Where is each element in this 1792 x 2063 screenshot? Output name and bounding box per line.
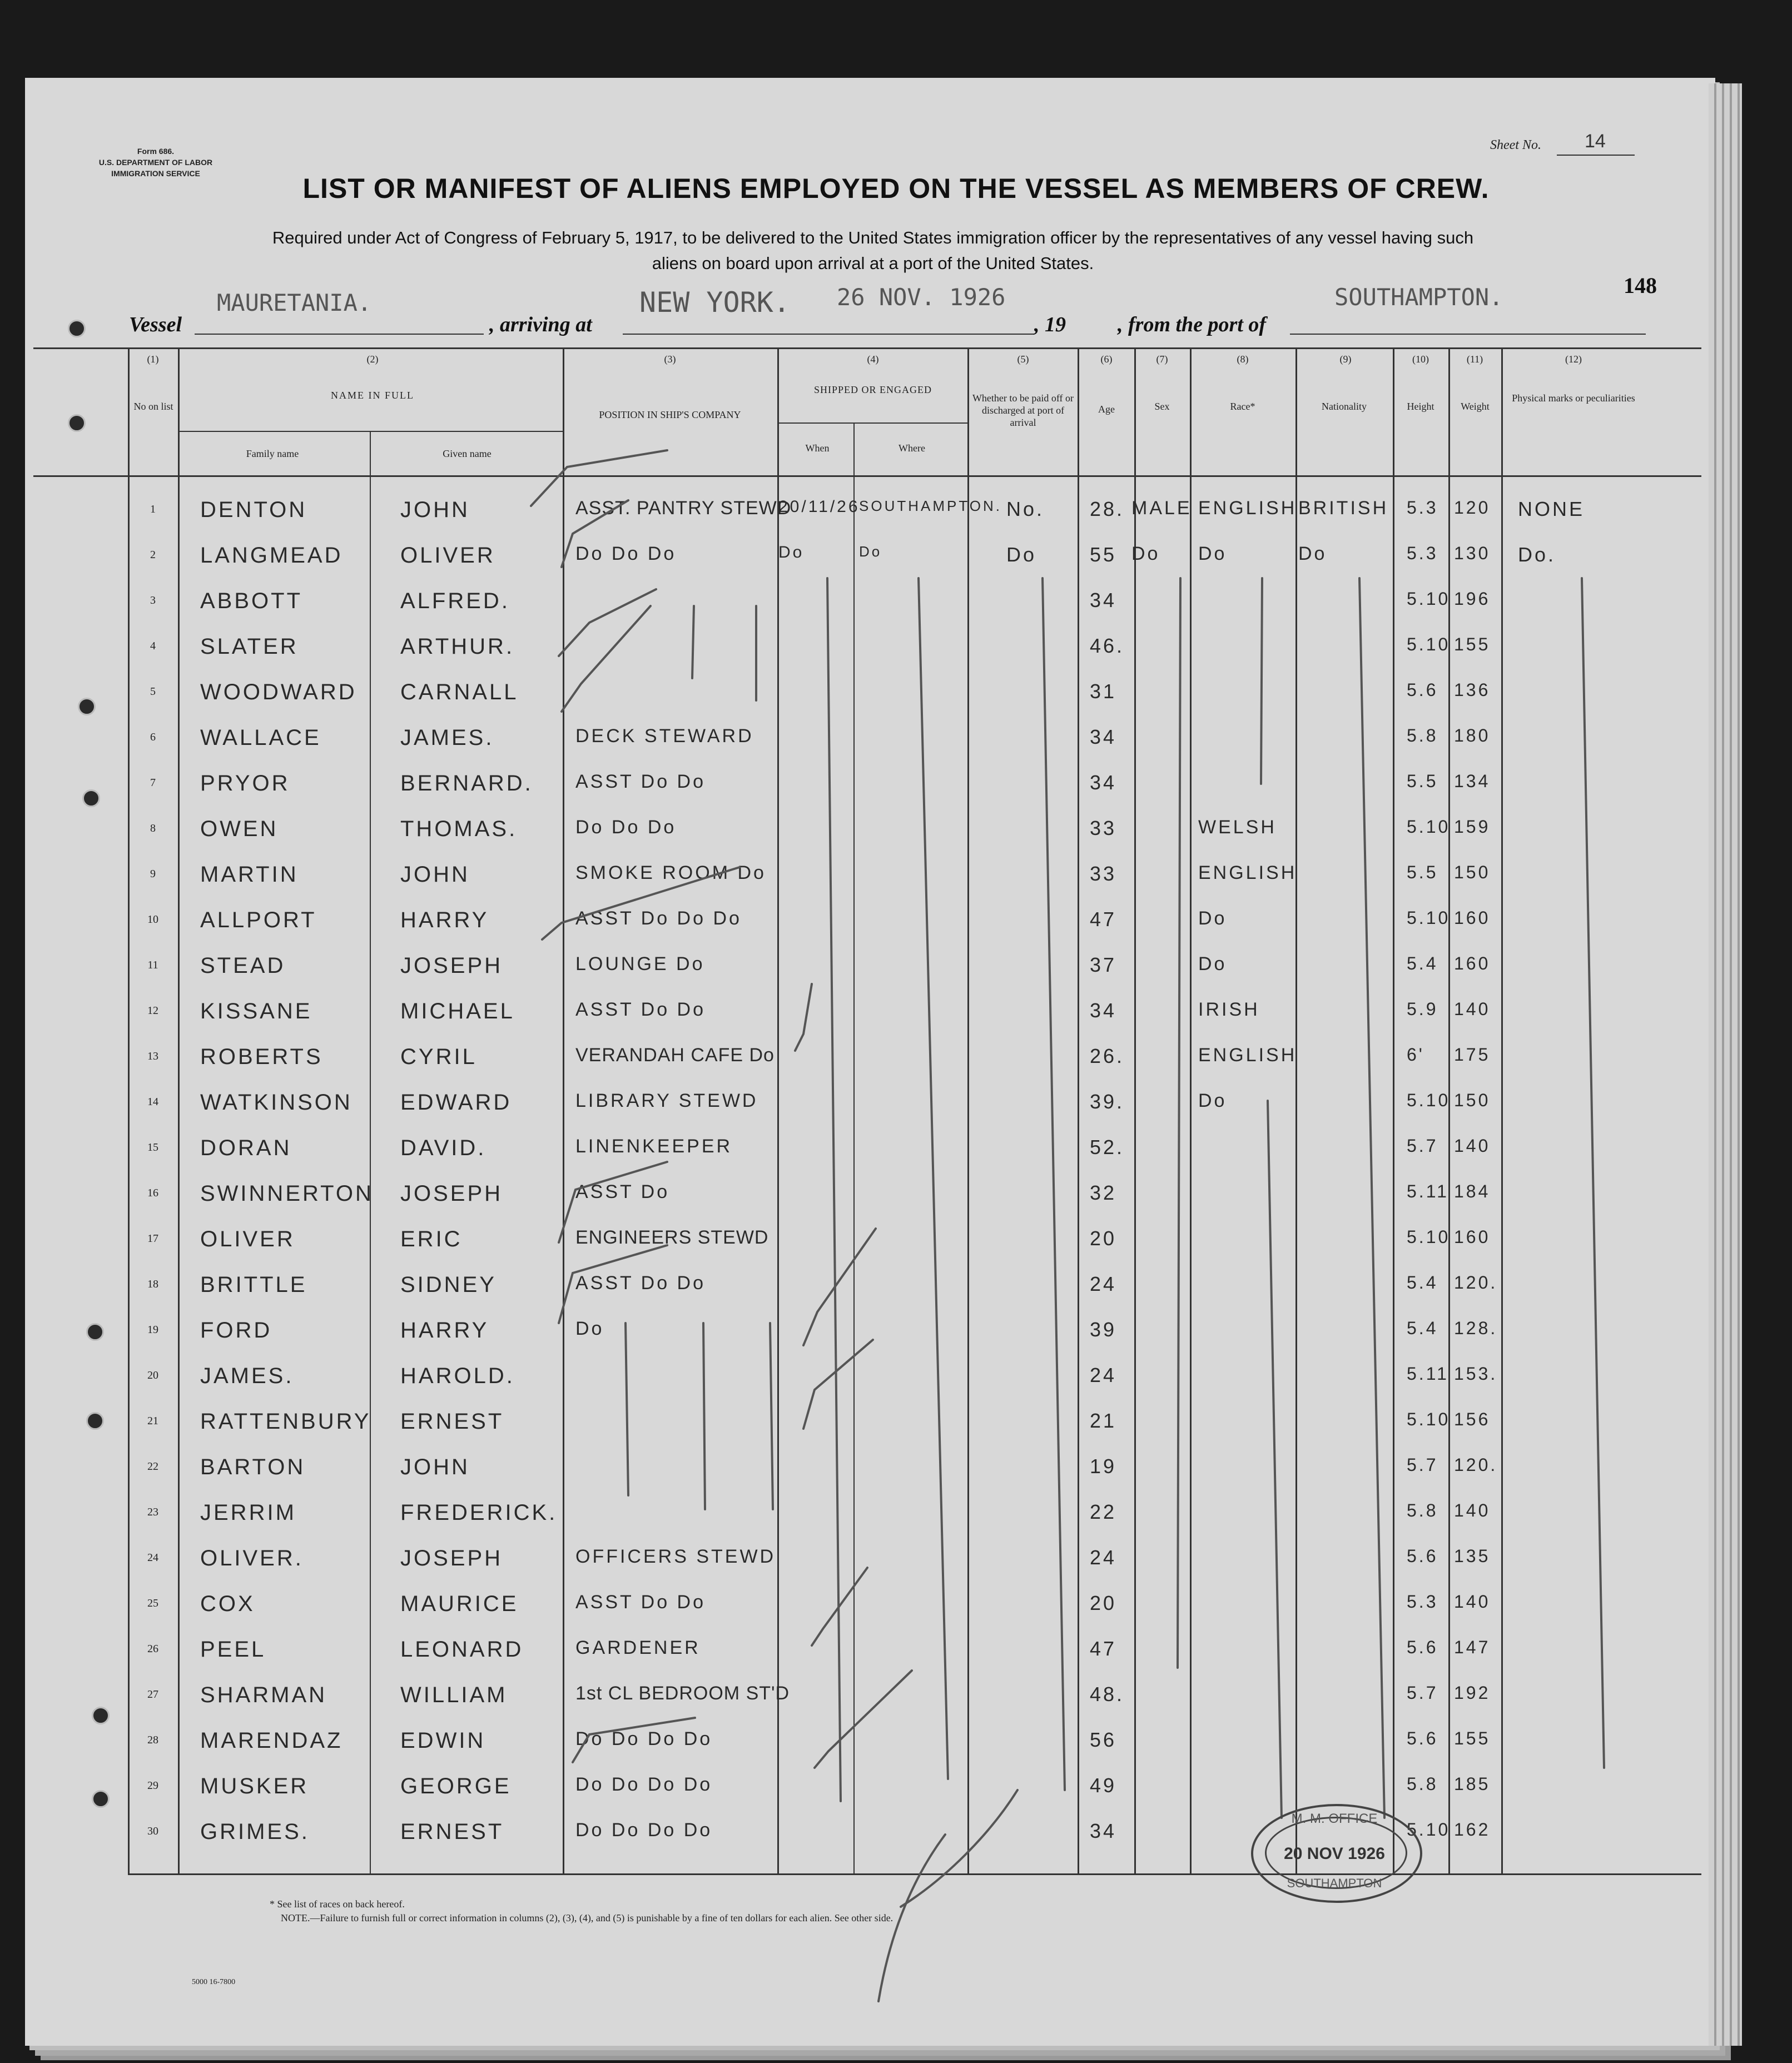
ditto-line <box>1268 1101 1282 1818</box>
weight-cell: 180 <box>1454 725 1491 745</box>
age-cell: 32 <box>1090 1181 1117 1204</box>
age-cell: 26. <box>1090 1045 1125 1067</box>
height-cell: 5.7 <box>1407 1455 1438 1475</box>
col-num: (6) <box>1100 354 1113 365</box>
row-number: 2 <box>150 549 156 561</box>
header-shipped: SHIPPED OR ENGAGED <box>813 384 932 395</box>
age-cell: 52. <box>1090 1136 1125 1159</box>
header-sex: Sex <box>1154 401 1170 412</box>
height-cell: 5.3 <box>1407 498 1438 518</box>
height-cell: 5.5 <box>1407 771 1438 791</box>
height-cell: 5.11 <box>1407 1181 1449 1201</box>
weight-cell: 140 <box>1454 1500 1491 1520</box>
row-number: 9 <box>150 868 156 880</box>
age-cell: 39 <box>1090 1318 1117 1341</box>
check-mark <box>815 1671 912 1768</box>
check-mark <box>803 1229 876 1345</box>
height-cell: 5.4 <box>1407 953 1438 973</box>
age-cell: 39. <box>1090 1090 1125 1113</box>
ditto-line <box>919 578 948 1779</box>
weight-cell: 160 <box>1454 908 1491 928</box>
header-given-name: Given name <box>443 448 492 459</box>
height-cell: 5.3 <box>1407 543 1438 563</box>
sheet-number: 14 <box>1585 131 1606 152</box>
age-cell: 19 <box>1090 1455 1117 1478</box>
height-cell: 5.6 <box>1407 1637 1438 1657</box>
header-nationality: Nationality <box>1322 401 1367 412</box>
given-name-cell: ERNEST <box>400 1409 504 1434</box>
col-num: (4) <box>867 354 879 365</box>
family-name-cell: SHARMAN <box>200 1683 327 1707</box>
row-number: 28 <box>147 1734 158 1746</box>
weight-cell: 130 <box>1454 543 1491 563</box>
position-cell: ASST Do Do <box>575 999 706 1020</box>
check-mark <box>542 867 739 939</box>
age-cell: 28. <box>1090 498 1125 520</box>
check-mark <box>559 589 656 656</box>
row-number: 16 <box>147 1187 158 1199</box>
family-name-cell: DORAN <box>200 1136 292 1160</box>
weight-cell: 185 <box>1454 1774 1491 1794</box>
height-cell: 6' <box>1407 1045 1424 1065</box>
header-race: Race* <box>1230 401 1255 412</box>
shipped-where-cell: Do <box>859 543 882 560</box>
form-number: Form 686. <box>137 147 175 156</box>
family-name-cell: RATTENBURY <box>200 1409 371 1434</box>
header-where: Where <box>899 443 925 454</box>
position-cell: ASST Do Do <box>575 1272 706 1294</box>
given-name-cell: EDWIN <box>400 1728 486 1753</box>
weight-cell: 175 <box>1454 1045 1491 1065</box>
row-number: 1 <box>150 503 156 515</box>
age-cell: 20 <box>1090 1592 1117 1614</box>
family-name-cell: PRYOR <box>200 771 290 796</box>
given-name-cell: HARRY <box>400 1318 489 1343</box>
given-name-cell: JOSEPH <box>400 953 503 978</box>
height-cell: 5.6 <box>1407 1546 1438 1566</box>
age-cell: 48. <box>1090 1683 1125 1706</box>
given-name-cell: DAVID. <box>400 1136 487 1160</box>
row-number: 4 <box>150 640 156 652</box>
race-cell: Do <box>1198 908 1227 929</box>
ditto-line <box>692 606 694 678</box>
col-num: (3) <box>664 354 676 365</box>
col-num: (9) <box>1339 354 1352 365</box>
given-name-cell: LEONARD <box>400 1637 524 1662</box>
weight-cell: 184 <box>1454 1181 1491 1201</box>
age-cell: 24 <box>1090 1364 1117 1386</box>
height-cell: 5.6 <box>1407 680 1438 700</box>
row-number: 15 <box>147 1141 158 1154</box>
weight-cell: 120. <box>1454 1272 1498 1293</box>
weight-cell: 140 <box>1454 1136 1491 1156</box>
position-cell: Do Do Do Do <box>575 1774 713 1795</box>
family-name-cell: OLIVER <box>200 1227 295 1251</box>
physical-marks-cell: Do. <box>1518 543 1556 566</box>
given-name-cell: GEORGE <box>400 1774 512 1798</box>
position-cell: LOUNGE Do <box>575 953 705 975</box>
header-physical-marks: Physical marks or peculiarities <box>1512 392 1635 404</box>
page-title: LIST OR MANIFEST OF ALIENS EMPLOYED ON THE VESSEL AS MEMBERS OF CREW. <box>302 173 1490 204</box>
weight-cell: 155 <box>1454 1728 1491 1748</box>
age-cell: 21 <box>1090 1409 1117 1432</box>
weight-cell: 162 <box>1454 1820 1491 1840</box>
shipped-when-cell: 20/11/26 <box>778 498 860 516</box>
arrival-date: 26 NOV. 1926 <box>837 284 1006 311</box>
row-number: 12 <box>147 1005 158 1017</box>
row-number: 22 <box>147 1460 158 1473</box>
given-name-cell: CARNALL <box>400 680 519 704</box>
weight-cell: 140 <box>1454 1592 1491 1612</box>
given-name-cell: ERNEST <box>400 1820 504 1844</box>
family-name-cell: ROBERTS <box>200 1045 323 1069</box>
row-number: 14 <box>147 1096 158 1108</box>
row-number: 13 <box>147 1050 158 1062</box>
vessel-label: Vessel <box>129 313 182 336</box>
header-age: Age <box>1098 404 1115 415</box>
row-number: 8 <box>150 822 156 834</box>
height-cell: 5.8 <box>1407 725 1438 745</box>
family-name-cell: MARTIN <box>200 862 299 887</box>
header-no-on-list: No on list <box>133 401 173 412</box>
weight-cell: 196 <box>1454 589 1491 609</box>
height-cell: 5.6 <box>1407 1728 1438 1748</box>
height-cell: 5.9 <box>1407 999 1438 1019</box>
arriving-label: , arriving at <box>489 313 592 336</box>
race-cell: Do <box>1198 543 1227 564</box>
weight-cell: 153. <box>1454 1364 1498 1384</box>
row-number: 17 <box>147 1232 158 1245</box>
sex-cell: MALE <box>1131 498 1192 519</box>
weight-cell: 136 <box>1454 680 1491 700</box>
row-number: 27 <box>147 1688 158 1701</box>
footer-note: NOTE.—Failure to furnish full or correct information in columns (2), (3), (4), and (5) is punishable by a fine of ten dollars for each alien. See other side. <box>281 1912 893 1923</box>
weight-cell: 120. <box>1454 1455 1498 1475</box>
row-number: 7 <box>150 777 156 789</box>
paid-off-cell: Do <box>1006 543 1037 566</box>
col-num: (8) <box>1237 354 1249 365</box>
check-mark <box>573 1718 695 1762</box>
row-number: 5 <box>150 685 156 698</box>
sheet-label: Sheet No. <box>1490 138 1541 152</box>
ditto-line <box>1043 578 1065 1790</box>
ditto-line <box>1261 578 1262 784</box>
row-number: 10 <box>147 913 158 926</box>
row-number: 21 <box>147 1415 158 1427</box>
family-name-cell: BRITTLE <box>200 1272 307 1297</box>
given-name-cell: SIDNEY <box>400 1272 497 1297</box>
ditto-line <box>770 1323 773 1509</box>
weight-cell: 150 <box>1454 862 1491 882</box>
row-number: 25 <box>147 1597 158 1609</box>
weight-cell: 156 <box>1454 1409 1491 1429</box>
check-mark <box>559 1245 667 1323</box>
check-mark <box>531 450 667 506</box>
row-number: 29 <box>147 1779 158 1792</box>
ditto-line <box>703 1323 705 1509</box>
age-cell: 22 <box>1090 1500 1117 1523</box>
family-name-cell: ABBOTT <box>200 589 303 613</box>
header-position: POSITION IN SHIP'S COMPANY <box>599 409 741 420</box>
given-name-cell: FREDERICK. <box>400 1500 558 1525</box>
given-name-cell: JOHN <box>400 498 470 522</box>
age-cell: 24 <box>1090 1546 1117 1569</box>
header-height: Height <box>1407 401 1434 412</box>
signature-scrawl <box>878 1790 1017 2001</box>
nationality-cell: BRITISH <box>1298 498 1389 519</box>
weight-cell: 147 <box>1454 1637 1491 1657</box>
position-cell: GARDENER <box>575 1637 701 1658</box>
col-num: (5) <box>1017 354 1029 365</box>
family-name-cell: SLATER <box>200 634 299 659</box>
age-cell: 56 <box>1090 1728 1117 1751</box>
position-cell: OFFICERS STEWD <box>575 1546 776 1567</box>
weight-cell: 160 <box>1454 1227 1491 1247</box>
weight-cell: 150 <box>1454 1090 1491 1110</box>
sex-cell: Do <box>1131 543 1160 564</box>
age-cell: 49 <box>1090 1774 1117 1797</box>
weight-cell: 120 <box>1454 498 1491 518</box>
given-name-cell: THOMAS. <box>400 817 518 841</box>
height-cell: 5.4 <box>1407 1318 1438 1338</box>
family-name-cell: FORD <box>200 1318 272 1343</box>
age-cell: 20 <box>1090 1227 1117 1250</box>
header-paid-off: Whether to be paid off or discharged at port of arrival <box>972 392 1074 428</box>
ditto-line <box>1359 578 1384 1818</box>
given-name-cell: ERIC <box>400 1227 463 1251</box>
arriving-port: NEW YORK. <box>639 286 790 319</box>
col-num: (10) <box>1412 354 1429 365</box>
vessel-name: MAURETANIA. <box>217 289 372 316</box>
height-cell: 5.10 <box>1407 1227 1451 1247</box>
family-name-cell: WOODWARD <box>200 680 357 704</box>
age-cell: 33 <box>1090 862 1117 885</box>
position-cell: ASST Do Do <box>575 771 706 792</box>
age-cell: 46. <box>1090 634 1125 657</box>
col-num: (1) <box>147 354 159 365</box>
stamp-office: M. M. OFFICE <box>1291 1811 1378 1826</box>
age-cell: 34 <box>1090 771 1117 794</box>
page-number: 148 <box>1624 273 1657 298</box>
race-cell: IRISH <box>1198 999 1260 1020</box>
position-cell: ASST. PANTRY STEWD <box>575 498 792 519</box>
weight-cell: 159 <box>1454 817 1491 837</box>
weight-cell: 160 <box>1454 953 1491 973</box>
height-cell: 5.3 <box>1407 1592 1438 1612</box>
form-department: U.S. DEPARTMENT OF LABOR <box>98 158 213 167</box>
family-name-cell: KISSANE <box>200 999 312 1023</box>
height-cell: 5.10 <box>1407 1820 1451 1840</box>
row-number: 24 <box>147 1552 158 1564</box>
position-cell: Do Do Do <box>575 817 677 838</box>
ditto-line <box>1582 578 1604 1768</box>
header-when: When <box>805 443 830 454</box>
weight-cell: 128. <box>1454 1318 1498 1338</box>
ditto-line <box>626 1323 628 1495</box>
paid-off-cell: No. <box>1006 498 1045 520</box>
family-name-cell: GRIMES. <box>200 1820 310 1844</box>
given-name-cell: JAMES. <box>400 725 494 750</box>
position-cell: LIBRARY STEWD <box>575 1090 758 1111</box>
page-subtitle: Required under Act of Congress of February 5, 1917, to be delivered to the United States immigration officer by the representatives of any vessel having such aliens on board upon arrival at a port of the United States. <box>272 228 1474 273</box>
given-name-cell: JOHN <box>400 1455 470 1479</box>
from-port: SOUTHAMPTON. <box>1334 284 1503 311</box>
race-cell: ENGLISH <box>1198 862 1297 883</box>
col-num: (12) <box>1565 354 1582 365</box>
family-name-cell: LANGMEAD <box>200 543 343 568</box>
position-cell: ENGINEERS STEWD <box>575 1227 769 1248</box>
age-cell: 33 <box>1090 817 1117 839</box>
check-mark <box>795 984 812 1051</box>
position-cell: ASST Do Do <box>575 1592 706 1613</box>
position-cell: Do <box>575 1318 604 1339</box>
position-cell: 1st CL BEDROOM ST'D <box>575 1683 790 1704</box>
given-name-cell: EDWARD <box>400 1090 512 1115</box>
header-name-in-full: NAME IN FULL <box>331 390 414 401</box>
stamp-date: 20 NOV 1926 <box>1284 1845 1385 1863</box>
given-name-cell: ALFRED. <box>400 589 510 613</box>
race-cell: ENGLISH <box>1198 1045 1297 1066</box>
position-cell: LINENKEEPER <box>575 1136 733 1157</box>
height-cell: 5.10 <box>1407 634 1451 654</box>
family-name-cell: MARENDAZ <box>200 1728 343 1753</box>
height-cell: 5.10 <box>1407 589 1451 609</box>
family-name-cell: SWINNERTON <box>200 1181 374 1206</box>
family-name-cell: STEAD <box>200 953 286 978</box>
family-name-cell: OWEN <box>200 817 279 841</box>
race-cell: WELSH <box>1198 817 1277 838</box>
weight-cell: 140 <box>1454 999 1491 1019</box>
given-name-cell: MAURICE <box>400 1592 519 1616</box>
family-name-cell: WATKINSON <box>200 1090 353 1115</box>
row-number: 3 <box>150 594 156 607</box>
family-name-cell: OLIVER. <box>200 1546 304 1570</box>
family-name-cell: PEEL <box>200 1637 266 1662</box>
given-name-cell: HAROLD. <box>400 1364 515 1388</box>
race-cell: Do <box>1198 1090 1227 1111</box>
age-cell: 37 <box>1090 953 1117 976</box>
print-code: 5000 16-7800 <box>192 1978 236 1986</box>
row-number: 19 <box>147 1324 158 1336</box>
age-cell: 31 <box>1090 680 1117 703</box>
age-cell: 47 <box>1090 908 1117 931</box>
nationality-cell: Do <box>1298 543 1327 564</box>
col-num: (11) <box>1466 354 1483 365</box>
age-cell: 47 <box>1090 1637 1117 1660</box>
family-name-cell: JAMES. <box>200 1364 294 1388</box>
position-cell: Do Do Do Do <box>575 1820 713 1841</box>
check-mark <box>803 1340 873 1429</box>
position-cell: VERANDAH CAFE Do <box>575 1045 775 1066</box>
position-cell: Do Do Do <box>575 543 677 564</box>
given-name-cell: ARTHUR. <box>400 634 515 659</box>
position-cell: ASST Do Do Do <box>575 908 742 929</box>
ditto-line <box>1178 578 1180 1668</box>
shipped-where-cell: SOUTHAMPTON. <box>859 498 1002 514</box>
height-cell: 5.8 <box>1407 1774 1438 1794</box>
check-mark <box>562 500 628 567</box>
col-num: (2) <box>366 354 379 365</box>
age-cell: 55 <box>1090 543 1117 566</box>
weight-cell: 155 <box>1454 634 1491 654</box>
weight-cell: 192 <box>1454 1683 1491 1703</box>
race-cell: ENGLISH <box>1198 498 1297 519</box>
height-cell: 5.10 <box>1407 817 1451 837</box>
weight-cell: 135 <box>1454 1546 1491 1566</box>
position-cell: SMOKE ROOM Do <box>575 862 766 883</box>
height-cell: 5.8 <box>1407 1500 1438 1520</box>
age-cell: 34 <box>1090 589 1117 612</box>
shipped-when-cell: Do <box>778 543 805 561</box>
family-name-cell: BARTON <box>200 1455 306 1479</box>
family-name-cell: MUSKER <box>200 1774 309 1798</box>
row-number: 18 <box>147 1278 158 1290</box>
given-name-cell: MICHAEL <box>400 999 515 1023</box>
col-num: (7) <box>1156 354 1168 365</box>
row-number: 30 <box>147 1825 158 1837</box>
stamp-port: SOUTHAMPTON <box>1287 1876 1382 1890</box>
age-cell: 34 <box>1090 1820 1117 1842</box>
family-name-cell: WALLACE <box>200 725 321 750</box>
given-name-cell: BERNARD. <box>400 771 533 796</box>
age-cell: 34 <box>1090 725 1117 748</box>
height-cell: 5.7 <box>1407 1136 1438 1156</box>
form-service: IMMIGRATION SERVICE <box>111 169 200 178</box>
given-name-cell: OLIVER <box>400 543 495 568</box>
height-cell: 5.7 <box>1407 1683 1438 1703</box>
height-cell: 5.10 <box>1407 908 1451 928</box>
height-cell: 5.10 <box>1407 1090 1451 1110</box>
year-label: , 19 <box>1034 313 1066 336</box>
row-number: 20 <box>147 1369 158 1381</box>
race-cell: Do <box>1198 953 1227 975</box>
family-name-cell: DENTON <box>200 498 307 522</box>
row-number: 11 <box>147 959 158 971</box>
given-name-cell: WILLIAM <box>400 1683 508 1707</box>
row-number: 23 <box>147 1506 158 1518</box>
ditto-line <box>827 578 841 1801</box>
family-name-cell: COX <box>200 1592 255 1616</box>
weight-cell: 134 <box>1454 771 1491 791</box>
position-cell: DECK STEWARD <box>575 725 754 747</box>
header-weight: Weight <box>1461 401 1490 412</box>
given-name-cell: CYRIL <box>400 1045 477 1069</box>
given-name-cell: JOSEPH <box>400 1181 503 1206</box>
height-cell: 5.10 <box>1407 1409 1451 1429</box>
height-cell: 5.11 <box>1407 1364 1449 1384</box>
header-family-name: Family name <box>246 448 299 459</box>
family-name-cell: JERRIM <box>200 1500 296 1525</box>
given-name-cell: JOSEPH <box>400 1546 503 1570</box>
given-name-cell: JOHN <box>400 862 470 887</box>
given-name-cell: HARRY <box>400 908 489 932</box>
position-cell: Do Do Do Do <box>575 1728 713 1749</box>
position-cell: ASST Do <box>575 1181 670 1202</box>
row-number: 6 <box>150 731 156 743</box>
family-name-cell: ALLPORT <box>200 908 317 932</box>
row-number: 26 <box>147 1643 158 1655</box>
check-mark <box>562 606 651 712</box>
age-cell: 34 <box>1090 999 1117 1022</box>
age-cell: 24 <box>1090 1272 1117 1295</box>
races-note: * See list of races on back hereof. <box>270 1898 405 1910</box>
physical-marks-cell: NONE <box>1518 498 1585 520</box>
height-cell: 5.4 <box>1407 1272 1438 1293</box>
from-label: , from the port of <box>1118 313 1267 336</box>
check-mark <box>559 1162 670 1242</box>
height-cell: 5.5 <box>1407 862 1438 882</box>
